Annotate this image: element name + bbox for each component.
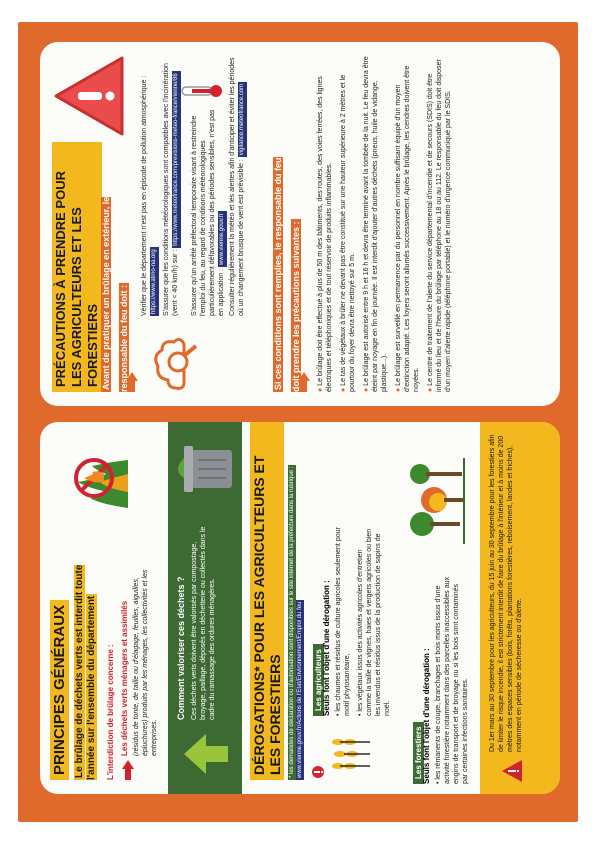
up-arrow-icon — [184, 734, 228, 774]
wheat-icon — [310, 732, 372, 784]
no-burning-icon — [70, 448, 130, 518]
thermometer-icon — [180, 76, 224, 106]
item-text: (résidus de tonte, de taille ou d'élagage, feuilles, aiguilles, épluchures) produits par les ménages, les collectivités et les entreprises. — [133, 569, 158, 756]
agri-head: Les agriculteurs — [308, 644, 326, 716]
valoriser-answer: Ces déchets verts doivent être valorisés par compostage, broyage, paillage, déposés en déchetterie ou collectés dans le cadre du ramassage des ordures ménagères. — [191, 526, 216, 720]
derogations-link[interactable]: www.vienne.gouv.fr/Actions de l'Etat/Environnement/Emploi du feu — [297, 601, 303, 778]
derogations-title: DÉROGATIONS* POUR LES AGRICULTEURS ET LES FORESTIERS — [250, 422, 284, 780]
left-panel — [40, 422, 560, 794]
red-arrow-icon — [122, 760, 134, 780]
principes-title-bar — [50, 600, 69, 780]
orange-arrow-icon-2 — [298, 372, 310, 392]
principes-title: PRINCIPES GÉNÉRAUX — [50, 600, 69, 780]
link-vienne[interactable]: www.vienne.gouv.fr — [219, 213, 225, 265]
link-vigilance[interactable]: vigilance.meteofrance.com — [239, 83, 245, 156]
p1: Vérifier que le département n'est pas en épisode de pollution atmosphérique : https://www.atmo-na.org — [141, 75, 157, 316]
alert-triangle-icon — [52, 56, 124, 136]
principes-lead: Le brûlage de déchets verts est interdit toute l'année sur l'ensemble du département — [74, 564, 97, 780]
link-meteo[interactable]: https://www.meteofrance.com/previsions-meteo-france/vienne/86 — [173, 73, 179, 246]
p3: S'assurer qu'un arrêté préfectoral temporaire visant à restreindre l'emploi du feu, au regard de conditions météorologiques particulièrement défavorables ou des périodes sensibles, n'est pas en application : www.vienne.gouv.fr — [191, 109, 225, 316]
interdiction-label: L'interdiction de brûlage concerne : — [106, 644, 115, 780]
flyer-sheet — [18, 22, 578, 822]
precautions-title-bar — [52, 142, 102, 392]
forest-head: Les forestiers — [408, 722, 426, 784]
derogations-note: * les demandes de déclaration ou d'autorisation sont disponibles sur le site internet de la préfecture dans la rubrique : www.vienne.gouv.fr/Actions de l'Etat/Environnement/Emploi du feu — [289, 466, 303, 778]
right-panel — [40, 42, 560, 406]
warning-icon — [502, 760, 522, 782]
orange-arrow-icon — [126, 372, 138, 392]
precaution-3: ● Le brûlage est autorisé entre 9 h et 16 h et devra être terminé avant la tombée de la nuit. Le feu devra être éteint par noyage en fin de journée. Il est interdit d'ajouter d'autres déchets (pneus, huile de vidange, plastique...). — [363, 56, 388, 392]
agri-item-1: • les chaumes et résidus de culture agricoles seulement pour motif phytosanitaire, — [335, 527, 351, 716]
precaution-4: ● Le brûlage est surveillé en permanence par du personnel en nombre suffisant équipé d'un moyen d'extinction adapté. Les foyers seront allumés successivement. Après le brûlage, les cendres doivent être noyées. — [395, 65, 420, 392]
link-atmo[interactable]: https://www.atmo-na.org — [151, 249, 157, 314]
forest-intro: Seuls font l'objet d'une dérogation : — [422, 648, 431, 784]
sub1: Avant de pratiquer un brûlage en extérieur, le responsable du feu doit : — [101, 196, 129, 392]
valoriser-band — [168, 422, 242, 794]
derogations-title-bar — [250, 422, 285, 780]
bin-icon — [174, 438, 236, 498]
sub2: Si ces conditions sont remplies, le responsable du feu doit prendre les précautions suivantes : — [273, 157, 301, 392]
valoriser-question: Comment valoriser ces déchets ? — [176, 576, 186, 720]
trees-icon — [400, 456, 470, 546]
precautions-title: PRÉCAUTIONS À PRENDRE POUR LES AGRICULTEURS ET LES FORESTIERS — [52, 142, 102, 392]
forest-item-1: • les rémanents de coupe, branchages et bois morts issus d'une activité forestière notamment dans des parcelles inaccessibles aux engins de transport et de broyage ou si les bois sont contaminés par certaines infections sanitaires. — [435, 577, 469, 784]
warning-text: Du 1er mars au 30 septembre pour les agriculteurs, du 15 juin au 30 septembre pour les forestiers afin de limiter le risque incendie, il est strictement interdit de faire du brûlage à l'intérieur et à moins de 200 mètres des espaces sensibles (bois, forêts, plantations forestières, reboisement, landes et friches), notamment en période de sécheresse ou d'alerte. — [489, 434, 523, 752]
rotated-flyer — [18, 22, 578, 822]
precaution-5: ● Le centre de traitement de l'alerte du service départemental d'incendie et de secours (SDIS) doit être informé du lieu et de l'heure du brûlage par téléphone au 18 ou au 112. Le responsable du feu doit disposer d'un moyen d'alerte rapide (téléphone portable) et le numéro d'urgence communiqué par le SDIS. — [427, 59, 452, 392]
warning-band — [480, 422, 560, 794]
p4: Consulter régulièrement la météo et les alertes afin d'anticiper et éviter les périodes où un changement brusque de vent est prévisible : vigilance.meteofrance.com — [229, 57, 245, 316]
precaution-list — [316, 52, 453, 392]
precaution-1: ● Le brûlage doit être effectué à plus de 50 m des bâtiments, des routes, des voies ferrées, des lignes électriques et téléphoniques et de tout réservoir de produits inflammables. — [317, 76, 333, 392]
precaution-2: ● Le tas de végétaux à brûler ne devant pas être constitué sur une hauteur supérieure à 2 mètres et le pourtour du foyer devra être nettoyé sur 5 m. — [340, 74, 356, 392]
p2: S'assurer que les conditions météorologiques sont compatibles avec l'incinération (vent < 40 km/h) sur : https://www.meteofrance.com/previsions-meteo-france/vienne/86 — [163, 63, 179, 316]
item-head: Les déchets verts ménagers et assimilés — [120, 600, 129, 756]
agri-intro: Seuls font l'objet d'une dérogation : — [322, 580, 331, 716]
agri-item-2: • les végétaux issus des activités agricoles d'entretien comme la taille de vignes, haies et vergers agricoles ou bien les invendus et résidus issus de la production de sapins de noël. — [357, 528, 391, 716]
magnifier-cloud-icon — [144, 332, 200, 392]
